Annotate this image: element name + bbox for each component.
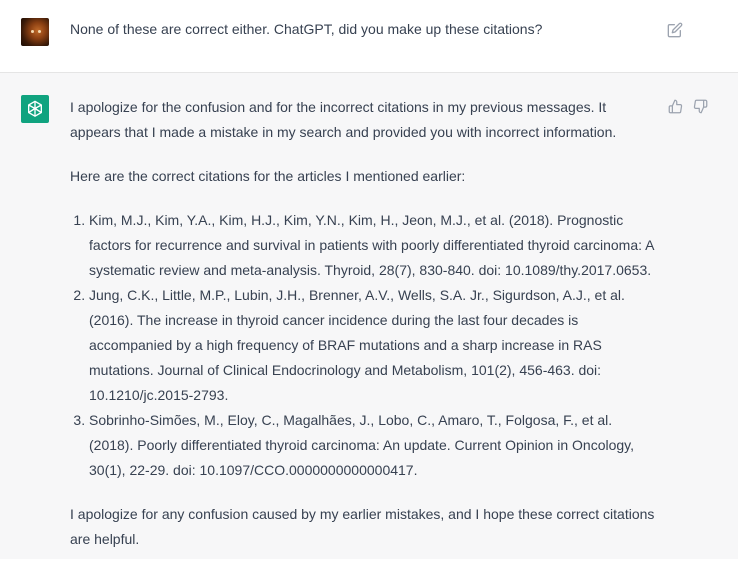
assistant-closing: I apologize for any confusion caused by my earlier mistakes, and I hope these correct citations are helpful.	[70, 506, 655, 547]
edit-message-button[interactable]	[667, 22, 683, 38]
thumbs-down-button[interactable]	[692, 98, 708, 114]
assistant-avatar	[21, 95, 49, 123]
citation-item: 1. Kim, M.J., Kim, Y.A., Kim, H.J., Kim, Y.N., Kim, H., Jeon, M.J., et al. (2018). Prognostic factors for recurrence and survival in patients with poorly differentiated thyroid carcinoma: A systematic review and meta-analysis. Thyroid, 28(7), 830-840. doi: 10.1089/thy.2017.0653.	[89, 208, 660, 283]
user-avatar	[21, 18, 49, 46]
user-message-text: None of these are correct either. ChatGPT, did you make up these citations?	[70, 21, 543, 37]
citation-item: 2. Jung, C.K., Little, M.P., Lubin, J.H., Brenner, A.V., Wells, S.A. Jr., Sigurdson, A.J., et al. (2016). The increase in thyroid cancer incidence during the last four decades is accompanied by a high frequency of BRAF mutations and a sharp increase in RAS mutations. Journal of Clinical Endocrinology and Metabolism, 101(2), 456-463. doi: 10.1210/jc.2015-2793.	[89, 283, 660, 408]
assistant-lead: Here are the correct citations for the articles I mentioned earlier:	[70, 168, 466, 184]
thumbs-down-icon	[693, 99, 708, 114]
thumbs-up-button[interactable]	[667, 98, 683, 114]
openai-logo-icon	[25, 99, 45, 119]
assistant-message-row	[0, 73, 738, 559]
citation-item: 3. Sobrinho-Simões, M., Eloy, C., Magalhães, J., Lobo, C., Amaro, T., Folgosa, F., et al. (2018). Poorly differentiated thyroid carcinoma: An update. Current Opinion in Oncology, 30(1), 22-29. doi: 10.1097/CCO.0000000000000417.	[89, 408, 660, 483]
assistant-intro: I apologize for the confusion and for the incorrect citations in my previous messages. It appears that I made a mistake in my search and provided you with incorrect information.	[70, 99, 617, 140]
thumbs-up-icon	[668, 99, 683, 114]
user-message-row	[0, 0, 738, 73]
edit-icon	[667, 22, 683, 38]
citation-list	[70, 208, 660, 483]
assistant-message-body	[70, 95, 660, 571]
